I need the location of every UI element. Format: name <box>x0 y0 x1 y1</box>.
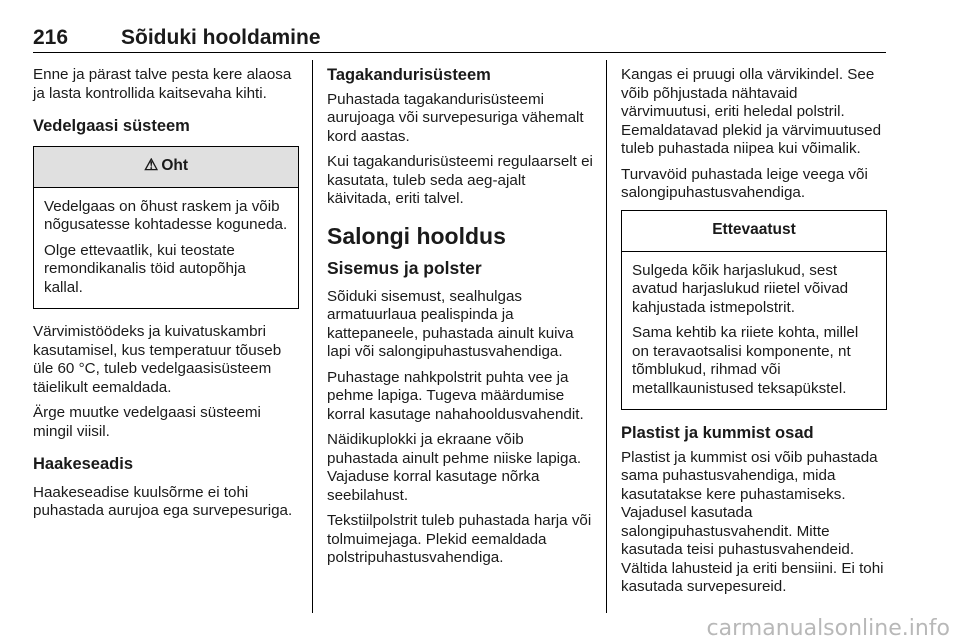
danger-title: Oht <box>161 157 189 175</box>
paragraph: Värvimistöödeks ja kuivatuskambri kasutamisel, kus temperatuur tõuseb üle 60 °C, tuleb vedelgaasisüsteem täielikult eemaldada. <box>33 323 282 396</box>
section-heading-plastic-rubber: Plastist ja kummist osad <box>621 424 814 442</box>
paragraph: Puhastage nahkpolstrit puhta vee ja pehme lapiga. Tugeva määrdumise korral kasutage nahahooldusvahendit. <box>327 368 584 423</box>
caution-text-2: Sama kehtib ka riiete kohta, millel on teravaotsalisi komponente, nt tõmblukud, rihmad või metallkaunistused teksapükstel. <box>632 324 859 397</box>
caution-box-header: Ettevaatust <box>622 211 886 252</box>
paragraph: Kangas ei pruugi olla värvikindel. See võib põhjustada nähtavaid värvimuutusi, eriti heledal polstril. Eemaldatavad plekid ja värvimuutused tuleb puhastada niipea kui võimalik. <box>621 66 882 157</box>
danger-box-header <box>34 147 298 188</box>
column-2 <box>327 66 593 575</box>
header-rule <box>33 52 886 53</box>
page-number: 216 <box>33 26 69 49</box>
page-title: Sõiduki hooldamine <box>121 26 321 49</box>
section-heading-towbar: Haakeseadis <box>33 455 133 473</box>
column-divider-2 <box>606 60 607 613</box>
paragraph: Haakeseadise kuulsõrme ei tohi puhastada aurujoa ega survepesuriga. <box>33 483 293 519</box>
danger-text-1: Vedelgaas on õhust raskem ja võib nõgusatesse kohtadesse koguneda. <box>44 197 288 233</box>
column-3 <box>621 66 887 604</box>
caution-box-body <box>622 252 886 410</box>
danger-box-body <box>34 188 298 309</box>
paragraph: Kui tagakandurisüsteemi regulaarselt ei kasutata, tuleb seda aeg-ajalt käivitada, eriti talvel. <box>327 153 593 207</box>
paragraph: Puhastada tagakandurisüsteemi aurujoaga või survepesuriga vähemalt kord aastas. <box>327 90 584 145</box>
intro-paragraph: Enne ja pärast talve pesta kere alaosa ja lasta kontrollida kaitsevaha kihti. <box>33 66 292 102</box>
section-heading-lpg: Vedelgaasi süsteem <box>33 117 190 135</box>
subheading-interior-upholstery: Sisemus ja polster <box>327 258 482 278</box>
watermark: carmanualsonline.info <box>706 616 950 641</box>
paragraph: Sõiduki sisemust, sealhulgas armatuurlaua pealispinda ja kattepaneele, puhastada ainult kuiva lapi või salongipuhastusvahendiga. <box>327 287 574 360</box>
danger-text-2: Olge ettevaatlik, kui teostate remondikanalis töid autopõhja kallal. <box>44 241 246 296</box>
paragraph: Näidikuplokki ja ekraane võib puhastada ainult pehme niiske lapiga. Vajaduse korral kasutage nõrka seebilahust. <box>327 431 582 504</box>
chapter-heading-interior-care: Salongi hooldus <box>327 222 506 249</box>
caution-text-1: Sulgeda kõik harjaslukud, sest avatud harjaslukud riietel võivad kahjustada istmepolstrit. <box>632 261 849 316</box>
paragraph: Ärge muutke vedelgaasi süsteemi mingil viisil. <box>33 404 261 440</box>
column-1 <box>33 66 299 528</box>
paragraph: Tekstiilpolstrit tuleb puhastada harja või tolmuimejaga. Plekid eemaldada polstripuhastusvahendiga. <box>327 512 592 566</box>
warning-triangle-icon: ⚠ <box>143 157 159 175</box>
column-divider-1 <box>312 60 313 613</box>
paragraph: Plastist ja kummist osi võib puhastada sama puhastusvahendiga, mida kasutatakse kere puhastamiseks. Vajadusel kasutada salongipuhastusvahendit. Mitte kasutada teisi puhastusvahendeid. Vältida lahusteid ja eriti bensiini. Ei tohi kasutada survepesureid. <box>621 448 884 595</box>
danger-box <box>33 146 299 310</box>
paragraph: Turvavöid puhastada leige veega või salongipuhastusvahendiga. <box>621 165 868 201</box>
caution-box <box>621 210 887 411</box>
section-heading-rear-carrier: Tagakandurisüsteem <box>327 66 491 84</box>
